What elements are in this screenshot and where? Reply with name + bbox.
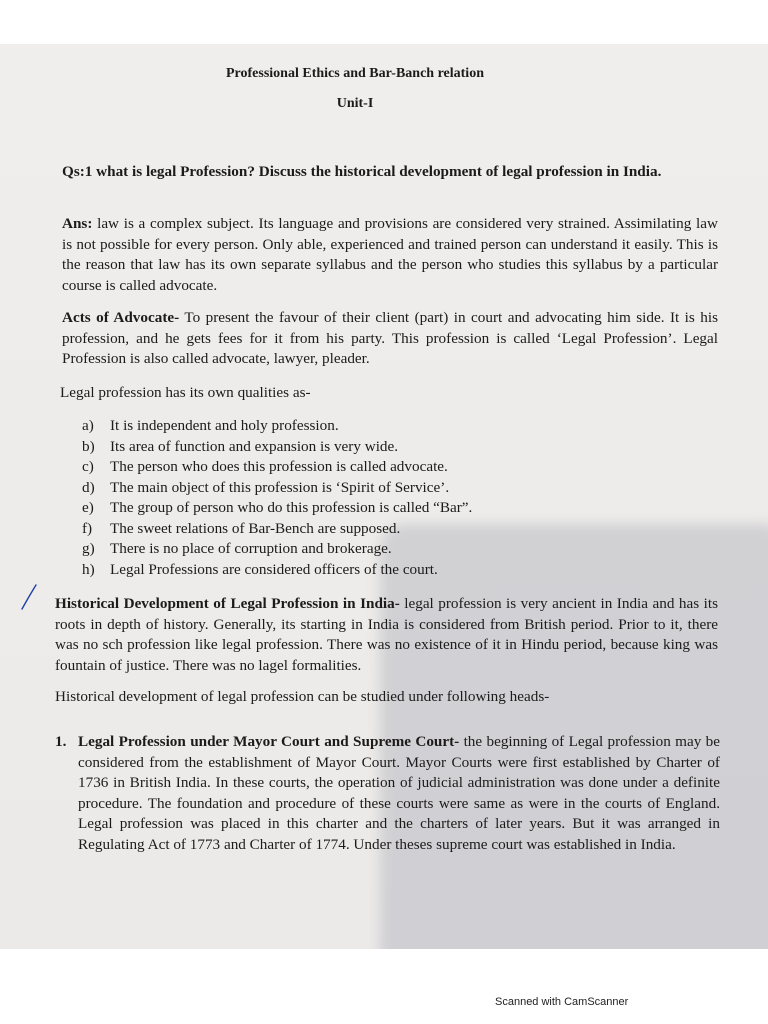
page-content [0, 44, 768, 949]
heads-intro: Historical development of legal profession can be studied under following heads- [55, 688, 550, 705]
question-text: Qs:1 what is legal Profession? Discuss the historical development of legal profession in India. [62, 163, 662, 180]
qualities-list [82, 416, 542, 580]
acts-lead: Acts of Advocate- [62, 309, 180, 326]
scanned-page [0, 44, 768, 949]
list-item [82, 437, 542, 458]
section1-paragraph [78, 732, 720, 855]
answer-text: law is a complex subject. Its language and provisions are considered very strained. Assimilating law is not possible for every person. Only able, experienced and trained person can understand it easily. This is the reason that law has its own separate syllabus and the person who studies this syllabus by a particular course is called advocate. [62, 215, 718, 294]
list-item-text: The sweet relations of Bar-Bench are supposed. [110, 519, 401, 537]
list-item-text: The group of person who do this profession is called “Bar”. [110, 499, 473, 516]
list-item [82, 457, 542, 478]
list-item-text: The person who does this profession is called advocate. [110, 458, 448, 475]
list-item [82, 539, 542, 560]
section1-text: the beginning of Legal profession may be considered from the establishment of Mayor Court. Mayor Courts were first established by Charter of 1736 in British India. In these courts, the operation of judicial administration was done under a definite procedure. The foundation and procedure of these courts were same as were in the courts of England. Legal profession was placed in this charter and the charters of later years. But it was arranged in Regulating Act of 1773 and Charter of 1774. Under theses supreme court was established in India. [78, 733, 720, 853]
list-item-text: It is independent and holy profession. [110, 417, 339, 434]
list-item-text: The main object of this profession is ‘Spirit of Service’. [110, 478, 450, 496]
qualities-intro: Legal profession has its own qualities as- [60, 384, 311, 401]
pen-tick-mark [20, 582, 38, 612]
scanner-watermark: Scanned with CamScanner [495, 996, 629, 1008]
document-title: Professional Ethics and Bar-Banch relation [226, 66, 484, 81]
list-item [82, 519, 542, 540]
list-item [82, 560, 542, 581]
list-marker: d) [82, 478, 95, 496]
list-item [82, 478, 542, 499]
unit-heading: Unit-I [336, 96, 374, 111]
section-number: 1. [55, 733, 67, 750]
historical-lead: Historical Development of Legal Profession in India- [55, 595, 400, 612]
list-item-text: Its area of function and expansion is very wide. [110, 437, 399, 455]
list-marker: b) [82, 437, 95, 455]
answer-lead: Ans: [62, 215, 93, 232]
list-item [82, 498, 542, 519]
list-marker: g) [82, 540, 95, 557]
acts-paragraph [62, 308, 718, 370]
historical-text: legal profession is very ancient in India and has its roots in depth of history. Generally, its starting in India is considered from British period. Prior to it, there was no sch profession like legal profession. There was no existence of it in Hindu period, because king was fountain of justice. There was no lagel formalities. [55, 595, 719, 674]
list-marker: e) [82, 499, 94, 516]
list-item [82, 416, 542, 437]
historical-paragraph [55, 594, 718, 676]
list-marker: c) [82, 458, 94, 475]
list-marker: a) [82, 417, 94, 434]
list-marker: h) [82, 560, 95, 578]
acts-text: To present the favour of their client (part) in court and advocating him side. It is his profession, and he gets fees for it from his party. This profession is called ‘Legal Profession’. Legal Profession is also called advocate, lawyer, pleader. [62, 309, 718, 367]
list-item-text: Legal Professions are considered officers of the court. [110, 560, 438, 578]
answer-paragraph [62, 214, 718, 296]
section1-lead: Legal Profession under Mayor Court and Supreme Court- [78, 733, 460, 750]
list-marker: f) [82, 519, 93, 537]
list-item-text: There is no place of corruption and brokerage. [110, 540, 392, 557]
